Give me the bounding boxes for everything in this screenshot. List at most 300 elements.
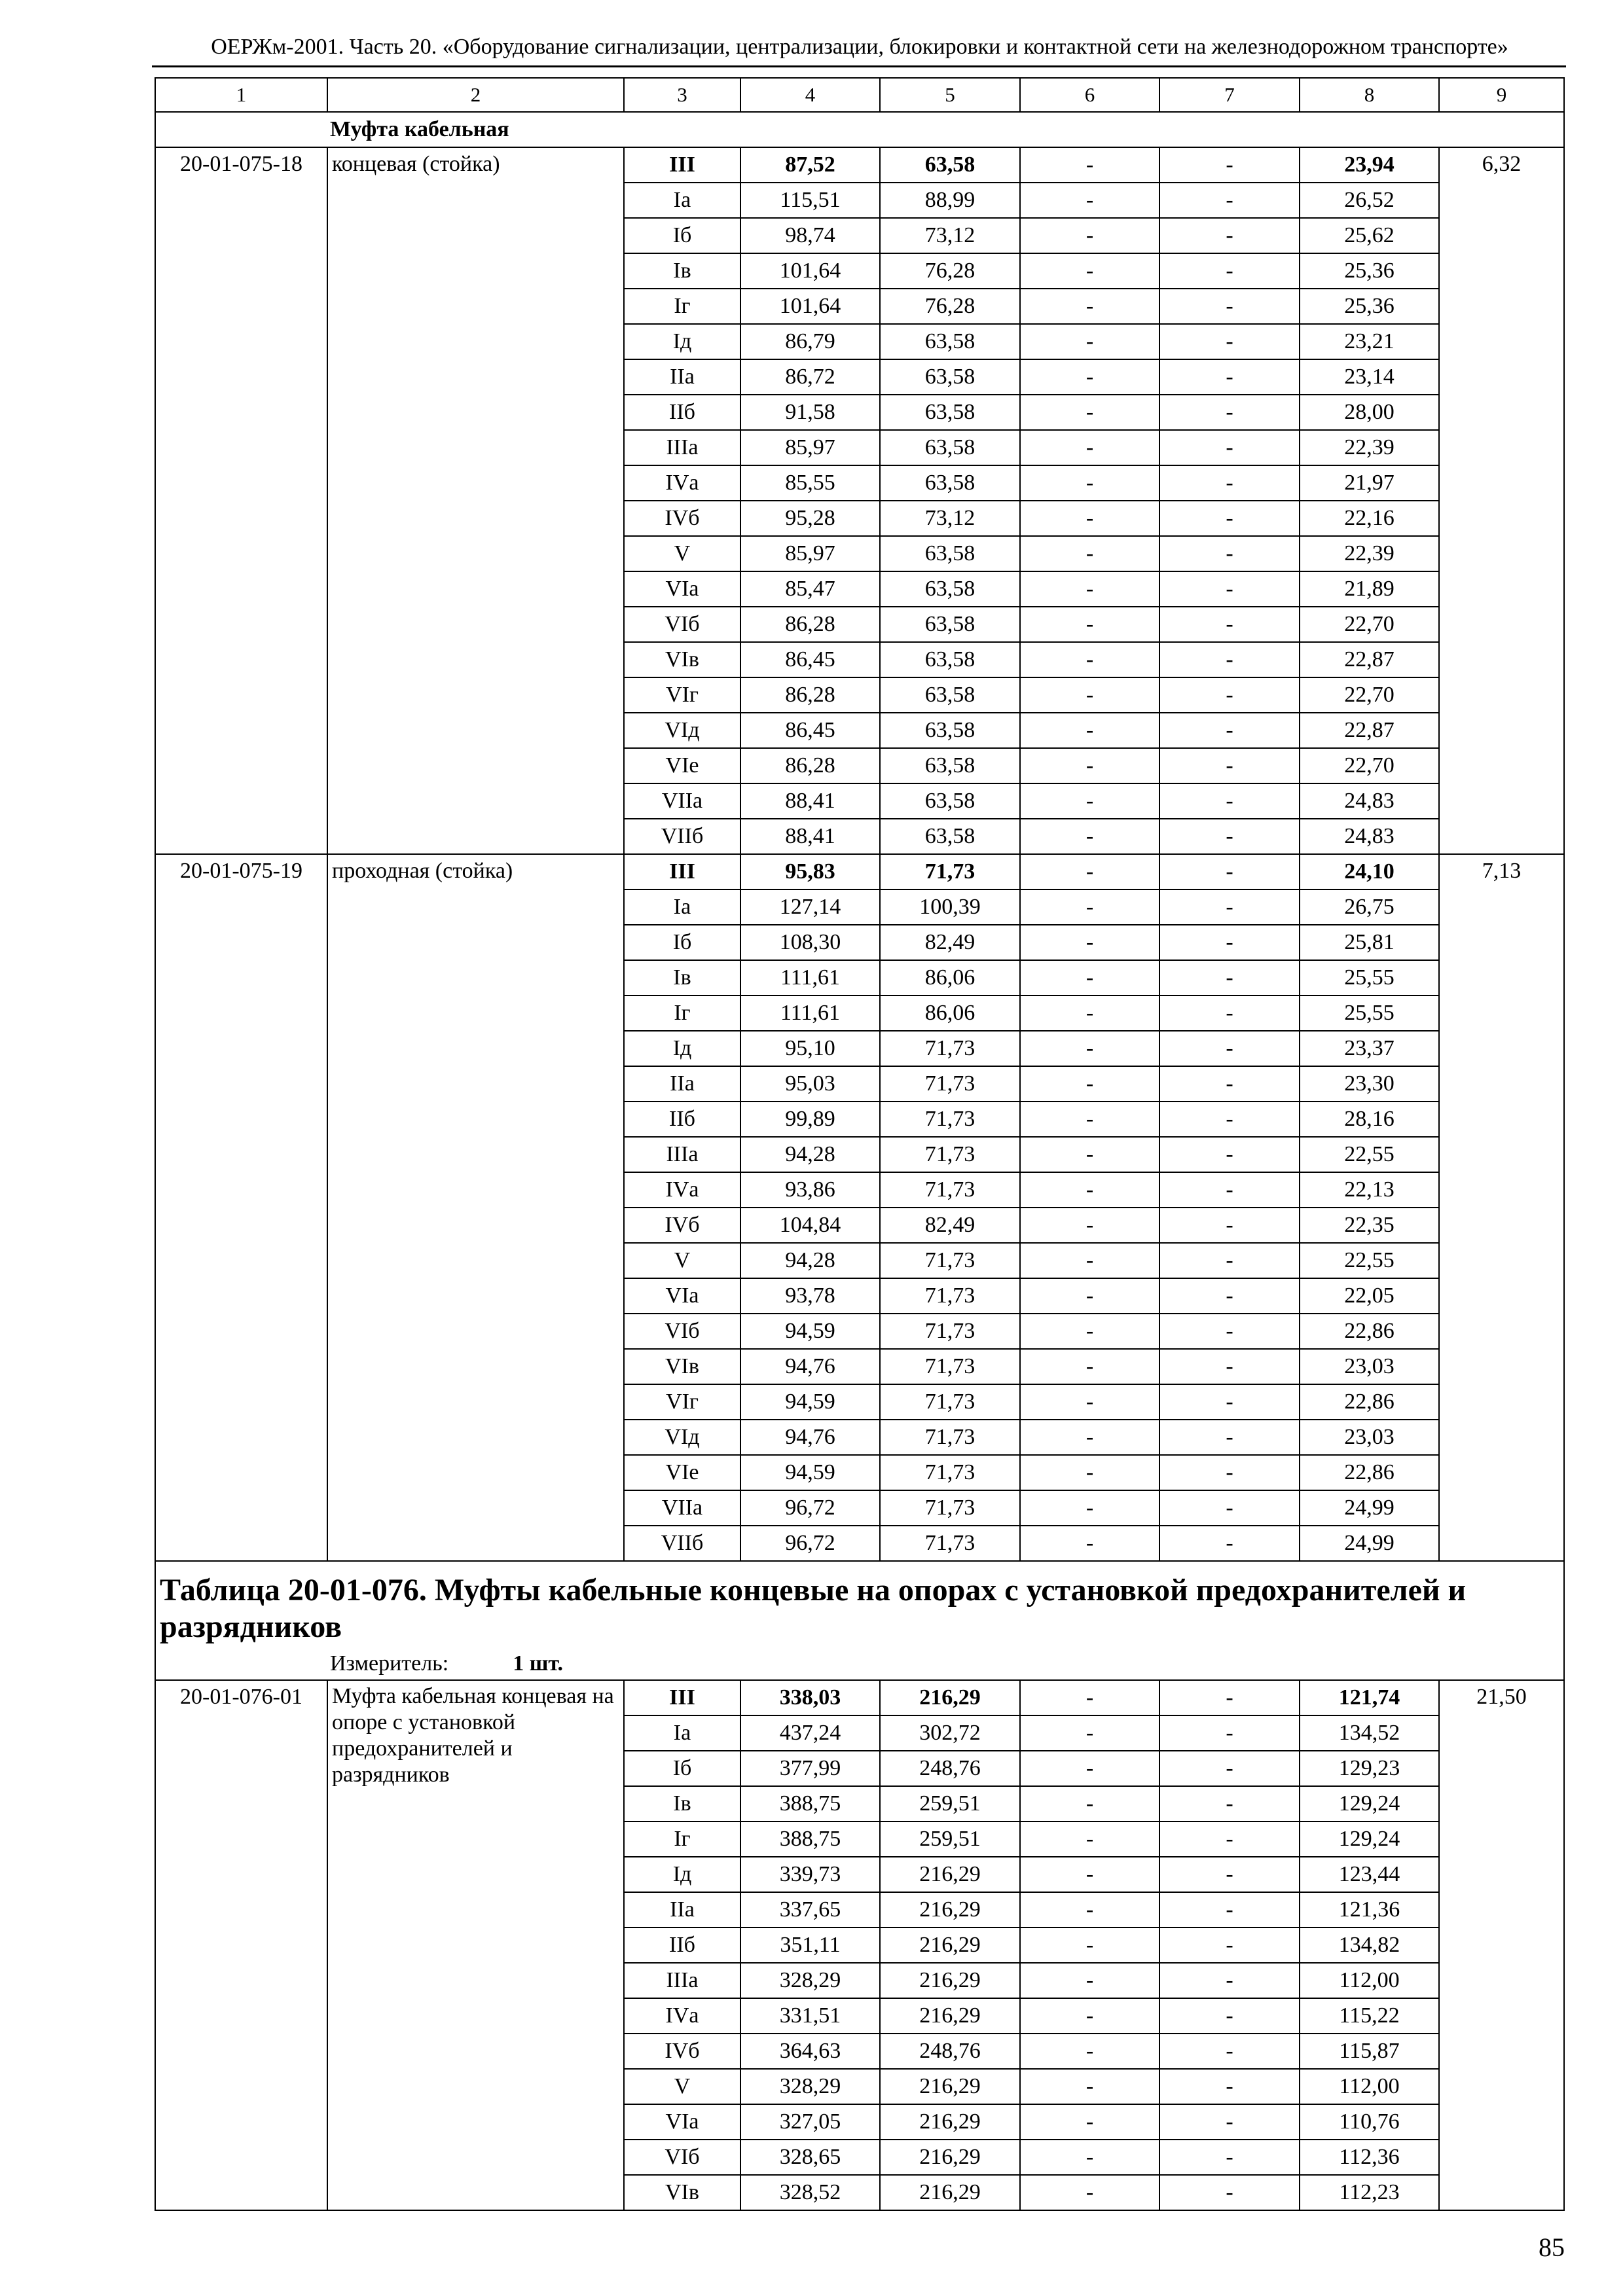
machine-cost: - — [1020, 324, 1159, 359]
materials-cost: 28,00 — [1300, 395, 1439, 430]
direct-cost: 95,10 — [740, 1031, 880, 1066]
materials-cost: 22,86 — [1300, 1384, 1439, 1420]
materials-cost: 112,00 — [1300, 1963, 1439, 1998]
materials-cost: 25,36 — [1300, 289, 1439, 324]
materials-cost: 22,39 — [1300, 430, 1439, 465]
section-title: Муфта кабельная — [330, 117, 509, 141]
driver-wage: - — [1159, 183, 1300, 218]
machine-cost: - — [1020, 713, 1159, 748]
zone-cell: V — [624, 2069, 740, 2104]
materials-cost: 22,70 — [1300, 677, 1439, 713]
direct-cost: 85,97 — [740, 536, 880, 571]
driver-wage: - — [1159, 854, 1300, 889]
materials-cost: 22,13 — [1300, 1172, 1439, 1208]
machine-cost: - — [1020, 571, 1159, 607]
machine-cost: - — [1020, 925, 1159, 960]
zone-cell: Iд — [624, 1857, 740, 1892]
driver-wage: - — [1159, 430, 1300, 465]
driver-wage: - — [1159, 2140, 1300, 2175]
direct-cost: 94,76 — [740, 1420, 880, 1455]
zone-cell: III — [624, 854, 740, 889]
machine-cost: - — [1020, 289, 1159, 324]
machine-cost: - — [1020, 1928, 1159, 1963]
labor-cost: 73,12 — [880, 501, 1020, 536]
direct-cost: 351,11 — [740, 1928, 880, 1963]
zone-cell: IVб — [624, 2034, 740, 2069]
rate-code: 20-01-076-01 — [155, 1680, 327, 2210]
column-number: 7 — [1159, 78, 1300, 112]
direct-cost: 91,58 — [740, 395, 880, 430]
driver-wage: - — [1159, 1208, 1300, 1243]
machine-cost: - — [1020, 1892, 1159, 1928]
driver-wage: - — [1159, 996, 1300, 1031]
direct-cost: 327,05 — [740, 2104, 880, 2140]
zone-cell: Iа — [624, 183, 740, 218]
header-rule — [152, 65, 1566, 67]
zone-cell: Iг — [624, 1821, 740, 1857]
driver-wage: - — [1159, 218, 1300, 253]
labor-cost: 63,58 — [880, 642, 1020, 677]
table-row — [155, 147, 1564, 183]
driver-wage: - — [1159, 1526, 1300, 1561]
machine-cost: - — [1020, 1384, 1159, 1420]
running-header: ОЕРЖм-2001. Часть 20. «Оборудование сигнализации, централизации, блокировки и контактной сети на железнодорожном транспорте» — [211, 35, 1508, 59]
driver-wage: - — [1159, 1031, 1300, 1066]
materials-cost: 22,87 — [1300, 713, 1439, 748]
table-row — [155, 854, 1564, 889]
machine-cost: - — [1020, 536, 1159, 571]
materials-cost: 22,70 — [1300, 607, 1439, 642]
materials-cost: 25,36 — [1300, 253, 1439, 289]
driver-wage: - — [1159, 748, 1300, 783]
direct-cost: 127,14 — [740, 889, 880, 925]
zone-cell: IVа — [624, 1172, 740, 1208]
materials-cost: 22,39 — [1300, 536, 1439, 571]
zone-cell: Iб — [624, 925, 740, 960]
labor-cost: 63,58 — [880, 395, 1020, 430]
direct-cost: 388,75 — [740, 1786, 880, 1821]
materials-cost: 121,36 — [1300, 1892, 1439, 1928]
direct-cost: 94,59 — [740, 1455, 880, 1490]
driver-wage: - — [1159, 1278, 1300, 1314]
zone-cell: V — [624, 1243, 740, 1278]
materials-cost: 22,55 — [1300, 1243, 1439, 1278]
driver-wage: - — [1159, 1786, 1300, 1821]
rate-code: 20-01-075-18 — [155, 147, 327, 854]
direct-cost: 94,59 — [740, 1384, 880, 1420]
machine-cost: - — [1020, 2034, 1159, 2069]
machine-cost: - — [1020, 1066, 1159, 1102]
machine-cost: - — [1020, 430, 1159, 465]
machine-cost: - — [1020, 1420, 1159, 1455]
driver-wage: - — [1159, 2069, 1300, 2104]
labor-cost: 76,28 — [880, 253, 1020, 289]
zone-cell: VIа — [624, 2104, 740, 2140]
labor-cost: 216,29 — [880, 2140, 1020, 2175]
materials-cost: 23,03 — [1300, 1420, 1439, 1455]
rate-name: Муфта кабельная концевая на опоре с установкой предохранителей и разрядников — [332, 1684, 614, 1787]
column-number-row — [155, 78, 1564, 112]
machine-cost: - — [1020, 465, 1159, 501]
zone-cell: Iв — [624, 960, 740, 996]
labor-cost: 216,29 — [880, 2104, 1020, 2140]
zone-cell: Iв — [624, 1786, 740, 1821]
labor-cost: 86,06 — [880, 960, 1020, 996]
driver-wage: - — [1159, 289, 1300, 324]
driver-wage: - — [1159, 253, 1300, 289]
direct-cost: 338,03 — [740, 1680, 880, 1715]
direct-cost: 111,61 — [740, 996, 880, 1031]
labor-cost: 63,58 — [880, 713, 1020, 748]
zone-cell: Iг — [624, 996, 740, 1031]
driver-wage: - — [1159, 1998, 1300, 2034]
materials-cost: 24,99 — [1300, 1490, 1439, 1526]
materials-cost: 25,55 — [1300, 960, 1439, 996]
driver-wage: - — [1159, 1715, 1300, 1751]
machine-cost: - — [1020, 1314, 1159, 1349]
driver-wage: - — [1159, 1066, 1300, 1102]
driver-wage: - — [1159, 2034, 1300, 2069]
materials-cost: 22,05 — [1300, 1278, 1439, 1314]
zone-cell: Iг — [624, 289, 740, 324]
direct-cost: 115,51 — [740, 183, 880, 218]
driver-wage: - — [1159, 2175, 1300, 2210]
labor-cost: 71,73 — [880, 1490, 1020, 1526]
zone-cell: IIа — [624, 359, 740, 395]
machine-cost: - — [1020, 889, 1159, 925]
labor-cost: 82,49 — [880, 925, 1020, 960]
labor-cost: 216,29 — [880, 1680, 1020, 1715]
materials-cost: 23,30 — [1300, 1066, 1439, 1102]
machine-cost: - — [1020, 1278, 1159, 1314]
machine-cost: - — [1020, 1786, 1159, 1821]
labor-cost: 63,58 — [880, 677, 1020, 713]
machine-cost: - — [1020, 1137, 1159, 1172]
direct-cost: 339,73 — [740, 1857, 880, 1892]
machine-cost: - — [1020, 1208, 1159, 1243]
labor-cost: 71,73 — [880, 1384, 1020, 1420]
materials-cost: 26,75 — [1300, 889, 1439, 925]
zone-cell: VIIа — [624, 783, 740, 819]
driver-wage: - — [1159, 713, 1300, 748]
materials-cost: 121,74 — [1300, 1680, 1439, 1715]
driver-wage: - — [1159, 819, 1300, 854]
machine-cost: - — [1020, 501, 1159, 536]
zone-cell: IIIа — [624, 430, 740, 465]
direct-cost: 85,47 — [740, 571, 880, 607]
zone-cell: VIв — [624, 642, 740, 677]
materials-cost: 129,24 — [1300, 1786, 1439, 1821]
zone-cell: VIв — [624, 2175, 740, 2210]
materials-cost: 24,10 — [1300, 854, 1439, 889]
machine-cost: - — [1020, 1526, 1159, 1561]
labor-cost: 71,73 — [880, 1455, 1020, 1490]
labor-cost: 71,73 — [880, 1314, 1020, 1349]
machine-cost: - — [1020, 748, 1159, 783]
driver-wage: - — [1159, 1384, 1300, 1420]
labor-cost: 71,73 — [880, 1102, 1020, 1137]
zone-cell: Iа — [624, 889, 740, 925]
zone-cell: IIб — [624, 1928, 740, 1963]
table-title-cell — [155, 1561, 1564, 1648]
zone-cell: Iб — [624, 1751, 740, 1786]
machine-cost: - — [1020, 1102, 1159, 1137]
direct-cost: 101,64 — [740, 289, 880, 324]
direct-cost: 85,55 — [740, 465, 880, 501]
meter-cell — [155, 1648, 1564, 1680]
zone-cell: IIб — [624, 395, 740, 430]
rates-table — [155, 77, 1565, 2211]
materials-cost: 22,55 — [1300, 1137, 1439, 1172]
zone-cell: VIб — [624, 2140, 740, 2175]
materials-cost: 28,16 — [1300, 1102, 1439, 1137]
driver-wage: - — [1159, 607, 1300, 642]
direct-cost: 364,63 — [740, 2034, 880, 2069]
zone-cell: IIа — [624, 1066, 740, 1102]
labor-cost: 76,28 — [880, 289, 1020, 324]
direct-cost: 328,52 — [740, 2175, 880, 2210]
driver-wage: - — [1159, 960, 1300, 996]
labor-cost: 216,29 — [880, 1892, 1020, 1928]
labor-cost: 71,73 — [880, 1172, 1020, 1208]
labor-cost: 71,73 — [880, 1066, 1020, 1102]
driver-wage: - — [1159, 1349, 1300, 1384]
driver-wage: - — [1159, 783, 1300, 819]
labor-hours: 21,50 — [1439, 1680, 1564, 2210]
zone-cell: Iд — [624, 1031, 740, 1066]
driver-wage: - — [1159, 889, 1300, 925]
zone-cell: VIд — [624, 1420, 740, 1455]
labor-cost: 71,73 — [880, 1137, 1020, 1172]
machine-cost: - — [1020, 1857, 1159, 1892]
materials-cost: 26,52 — [1300, 183, 1439, 218]
direct-cost: 95,28 — [740, 501, 880, 536]
materials-cost: 25,81 — [1300, 925, 1439, 960]
labor-cost: 71,73 — [880, 1278, 1020, 1314]
zone-cell: IIIа — [624, 1963, 740, 1998]
labor-cost: 63,58 — [880, 748, 1020, 783]
labor-cost: 86,06 — [880, 996, 1020, 1031]
materials-cost: 21,97 — [1300, 465, 1439, 501]
labor-cost: 63,58 — [880, 359, 1020, 395]
driver-wage: - — [1159, 1857, 1300, 1892]
rate-name: проходная (стойка) — [332, 859, 513, 883]
materials-cost: 134,52 — [1300, 1715, 1439, 1751]
driver-wage: - — [1159, 1243, 1300, 1278]
materials-cost: 23,37 — [1300, 1031, 1439, 1066]
zone-cell: VIIб — [624, 819, 740, 854]
zone-cell: IVа — [624, 1998, 740, 2034]
labor-cost: 259,51 — [880, 1786, 1020, 1821]
driver-wage: - — [1159, 147, 1300, 183]
zone-cell: IIа — [624, 1892, 740, 1928]
machine-cost: - — [1020, 2140, 1159, 2175]
zone-cell: VIд — [624, 713, 740, 748]
driver-wage: - — [1159, 642, 1300, 677]
direct-cost: 437,24 — [740, 1715, 880, 1751]
machine-cost: - — [1020, 607, 1159, 642]
machine-cost: - — [1020, 183, 1159, 218]
machine-cost: - — [1020, 2104, 1159, 2140]
labor-cost: 216,29 — [880, 1998, 1020, 2034]
direct-cost: 98,74 — [740, 218, 880, 253]
labor-cost: 216,29 — [880, 1963, 1020, 1998]
labor-cost: 82,49 — [880, 1208, 1020, 1243]
direct-cost: 86,28 — [740, 607, 880, 642]
direct-cost: 388,75 — [740, 1821, 880, 1857]
driver-wage: - — [1159, 1821, 1300, 1857]
driver-wage: - — [1159, 1963, 1300, 1998]
labor-cost: 248,76 — [880, 1751, 1020, 1786]
zone-cell: Iд — [624, 324, 740, 359]
zone-cell: VIе — [624, 748, 740, 783]
labor-cost: 71,73 — [880, 1526, 1020, 1561]
machine-cost: - — [1020, 1963, 1159, 1998]
column-number: 4 — [740, 78, 880, 112]
materials-cost: 112,23 — [1300, 2175, 1439, 2210]
machine-cost: - — [1020, 996, 1159, 1031]
zone-cell: Iб — [624, 218, 740, 253]
direct-cost: 96,72 — [740, 1490, 880, 1526]
direct-cost: 86,28 — [740, 677, 880, 713]
direct-cost: 328,29 — [740, 2069, 880, 2104]
materials-cost: 24,83 — [1300, 819, 1439, 854]
machine-cost: - — [1020, 1751, 1159, 1786]
direct-cost: 96,72 — [740, 1526, 880, 1561]
materials-cost: 22,16 — [1300, 501, 1439, 536]
direct-cost: 93,86 — [740, 1172, 880, 1208]
zone-cell: III — [624, 1680, 740, 1715]
labor-cost: 63,58 — [880, 536, 1020, 571]
materials-cost: 23,03 — [1300, 1349, 1439, 1384]
driver-wage: - — [1159, 925, 1300, 960]
materials-cost: 112,36 — [1300, 2140, 1439, 2175]
direct-cost: 95,83 — [740, 854, 880, 889]
direct-cost: 95,03 — [740, 1066, 880, 1102]
direct-cost: 331,51 — [740, 1998, 880, 2034]
meter-row — [155, 1648, 1564, 1680]
materials-cost: 22,87 — [1300, 642, 1439, 677]
direct-cost: 108,30 — [740, 925, 880, 960]
driver-wage: - — [1159, 465, 1300, 501]
direct-cost: 86,45 — [740, 713, 880, 748]
direct-cost: 104,84 — [740, 1208, 880, 1243]
labor-cost: 63,58 — [880, 147, 1020, 183]
page-number: 85 — [1539, 2233, 1565, 2262]
direct-cost: 88,41 — [740, 783, 880, 819]
materials-cost: 23,21 — [1300, 324, 1439, 359]
machine-cost: - — [1020, 218, 1159, 253]
zone-cell: VIб — [624, 1314, 740, 1349]
driver-wage: - — [1159, 1490, 1300, 1526]
machine-cost: - — [1020, 2175, 1159, 2210]
labor-cost: 63,58 — [880, 430, 1020, 465]
labor-cost: 216,29 — [880, 1857, 1020, 1892]
meter-label: Измеритель: — [330, 1651, 449, 1676]
direct-cost: 85,97 — [740, 430, 880, 465]
labor-cost: 216,29 — [880, 2175, 1020, 2210]
materials-cost: 112,00 — [1300, 2069, 1439, 2104]
column-number: 2 — [327, 78, 624, 112]
rate-name: концевая (стойка) — [332, 152, 500, 176]
rate-name-cell — [327, 854, 624, 1561]
driver-wage: - — [1159, 1137, 1300, 1172]
zone-cell: VIа — [624, 1278, 740, 1314]
direct-cost: 328,29 — [740, 1963, 880, 1998]
driver-wage: - — [1159, 536, 1300, 571]
direct-cost: 94,28 — [740, 1137, 880, 1172]
zone-cell: VIIб — [624, 1526, 740, 1561]
machine-cost: - — [1020, 1349, 1159, 1384]
materials-cost: 22,35 — [1300, 1208, 1439, 1243]
driver-wage: - — [1159, 1455, 1300, 1490]
machine-cost: - — [1020, 1172, 1159, 1208]
machine-cost: - — [1020, 677, 1159, 713]
direct-cost: 94,28 — [740, 1243, 880, 1278]
materials-cost: 22,86 — [1300, 1314, 1439, 1349]
driver-wage: - — [1159, 1314, 1300, 1349]
labor-cost: 248,76 — [880, 2034, 1020, 2069]
zone-cell: Iв — [624, 253, 740, 289]
machine-cost: - — [1020, 1243, 1159, 1278]
materials-cost: 129,23 — [1300, 1751, 1439, 1786]
labor-cost: 71,73 — [880, 1349, 1020, 1384]
machine-cost: - — [1020, 253, 1159, 289]
materials-cost: 23,94 — [1300, 147, 1439, 183]
direct-cost: 101,64 — [740, 253, 880, 289]
materials-cost: 25,62 — [1300, 218, 1439, 253]
driver-wage: - — [1159, 1928, 1300, 1963]
zone-cell: VIе — [624, 1455, 740, 1490]
labor-cost: 71,73 — [880, 1420, 1020, 1455]
column-number: 6 — [1020, 78, 1159, 112]
zone-cell: IVа — [624, 465, 740, 501]
column-number: 3 — [624, 78, 740, 112]
driver-wage: - — [1159, 359, 1300, 395]
zone-cell: III — [624, 147, 740, 183]
machine-cost: - — [1020, 1680, 1159, 1715]
materials-cost: 23,14 — [1300, 359, 1439, 395]
direct-cost: 86,45 — [740, 642, 880, 677]
direct-cost: 94,76 — [740, 1349, 880, 1384]
labor-cost: 71,73 — [880, 1031, 1020, 1066]
direct-cost: 88,41 — [740, 819, 880, 854]
materials-cost: 123,44 — [1300, 1857, 1439, 1892]
labor-hours: 6,32 — [1439, 147, 1564, 854]
machine-cost: - — [1020, 1998, 1159, 2034]
zone-cell: VIв — [624, 1349, 740, 1384]
labor-cost: 63,58 — [880, 819, 1020, 854]
driver-wage: - — [1159, 1892, 1300, 1928]
zone-cell: V — [624, 536, 740, 571]
labor-cost: 88,99 — [880, 183, 1020, 218]
machine-cost: - — [1020, 642, 1159, 677]
section-title-cell — [155, 112, 1564, 147]
column-number: 8 — [1300, 78, 1439, 112]
meter-value: 1 шт. — [513, 1651, 564, 1676]
rate-name-cell — [327, 147, 624, 854]
labor-cost: 259,51 — [880, 1821, 1020, 1857]
materials-cost: 129,24 — [1300, 1821, 1439, 1857]
driver-wage: - — [1159, 571, 1300, 607]
labor-cost: 63,58 — [880, 783, 1020, 819]
direct-cost: 328,65 — [740, 2140, 880, 2175]
driver-wage: - — [1159, 1172, 1300, 1208]
direct-cost: 94,59 — [740, 1314, 880, 1349]
machine-cost: - — [1020, 359, 1159, 395]
zone-cell: VIг — [624, 1384, 740, 1420]
zone-cell: IIIа — [624, 1137, 740, 1172]
